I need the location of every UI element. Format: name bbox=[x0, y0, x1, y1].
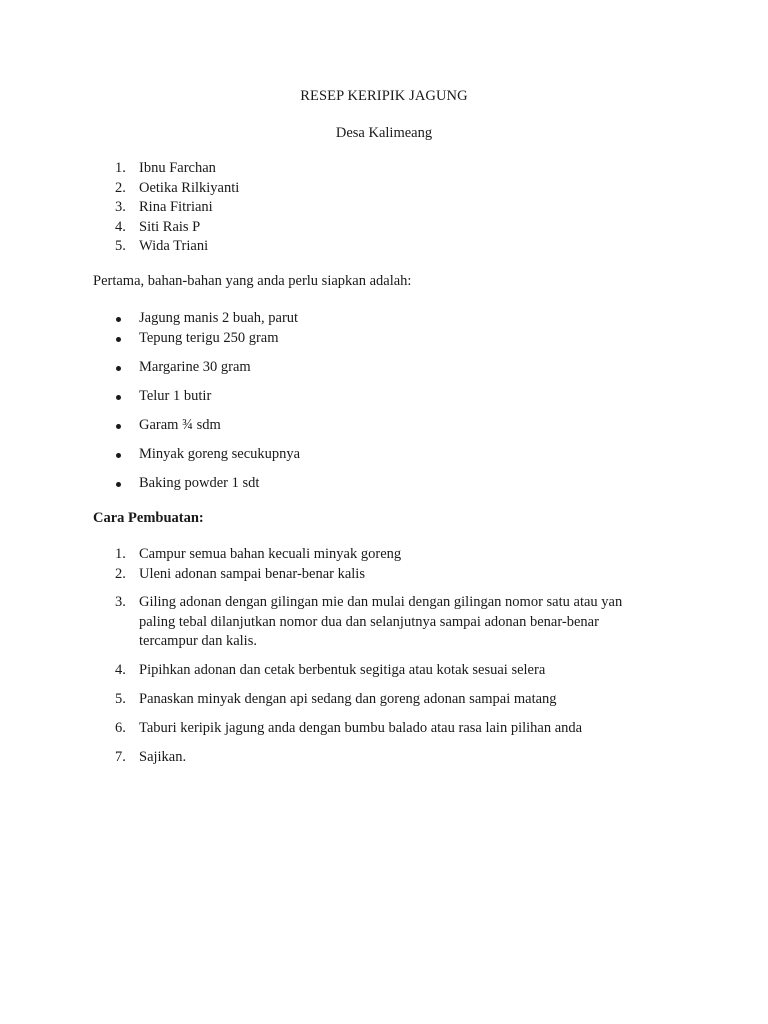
step-item bbox=[0, 545, 768, 565]
ingredient-item bbox=[0, 309, 768, 329]
author-number: 2. bbox=[115, 179, 126, 196]
ingredient-item bbox=[0, 387, 768, 407]
ingredient-item bbox=[0, 445, 768, 465]
step-item bbox=[0, 661, 768, 681]
step-number: 3. bbox=[115, 594, 126, 610]
ingredient-text: Margarine 30 gram bbox=[139, 358, 251, 375]
author-number: 1. bbox=[115, 160, 126, 176]
author-name: Rina Fitriani bbox=[139, 199, 213, 215]
step-number: 1. bbox=[115, 546, 126, 562]
step-number: 6. bbox=[115, 720, 126, 736]
method-heading: Cara Pembuatan: bbox=[93, 510, 204, 526]
step-text-line: paling tebal dilanjutkan nomor dua dan selanjutnya sampai adonan benar-benar bbox=[139, 613, 599, 630]
bullet-icon bbox=[116, 317, 121, 322]
ingredient-item bbox=[0, 474, 768, 494]
step-item bbox=[0, 593, 768, 652]
step-item bbox=[0, 719, 768, 739]
bullet-icon bbox=[116, 337, 121, 342]
ingredient-list bbox=[0, 309, 768, 493]
document-title: RESEP KERIPIK JAGUNG bbox=[300, 88, 468, 104]
bullet-icon bbox=[116, 482, 121, 487]
document-subtitle: Desa Kalimeang bbox=[335, 125, 433, 141]
step-number: 5. bbox=[115, 691, 126, 707]
ingredient-text: Jagung manis 2 buah, parut bbox=[139, 310, 299, 326]
step-text: Uleni adonan sampai benar-benar kalis bbox=[139, 565, 365, 582]
step-text: Panaskan minyak dengan api sedang dan goreng adonan sampai matang bbox=[139, 691, 557, 707]
ingredient-text: Tepung terigu 250 gram bbox=[139, 329, 279, 346]
ingredient-text: Baking powder 1 sdt bbox=[139, 474, 260, 491]
step-item bbox=[0, 748, 768, 768]
step-list bbox=[0, 545, 768, 768]
bullet-icon bbox=[116, 453, 121, 458]
ingredient-text: Garam ¾ sdm bbox=[139, 416, 221, 433]
bullet-icon bbox=[116, 395, 121, 400]
step-text: Sajikan. bbox=[139, 749, 187, 765]
ingredient-text: Minyak goreng secukupnya bbox=[139, 445, 301, 462]
author-name: Oetika Rilkiyanti bbox=[139, 179, 240, 196]
step-item bbox=[0, 565, 768, 585]
author-number: 3. bbox=[115, 199, 126, 215]
step-text bbox=[139, 593, 659, 652]
author-name: Ibnu Farchan bbox=[139, 160, 216, 176]
step-text: Taburi keripik jagung anda dengan bumbu balado atau rasa lain pilihan anda bbox=[139, 720, 583, 736]
step-text: Pipihkan adonan dan cetak berbentuk segitiga atau kotak sesuai selera bbox=[139, 662, 546, 678]
author-name: Wida Triani bbox=[139, 238, 209, 254]
ingredient-item bbox=[0, 329, 768, 349]
step-text: Campur semua bahan kecuali minyak goreng bbox=[139, 546, 402, 562]
step-number: 4. bbox=[115, 662, 126, 678]
step-item bbox=[0, 690, 768, 710]
intro-paragraph: Pertama, bahan-bahan yang anda perlu siapkan adalah: bbox=[93, 273, 412, 289]
ingredient-item bbox=[0, 358, 768, 378]
ingredient-text: Telur 1 butir bbox=[139, 387, 212, 404]
step-text-line: tercampur dan kalis. bbox=[139, 633, 257, 649]
bullet-icon bbox=[116, 424, 121, 429]
step-number: 2. bbox=[115, 565, 126, 582]
ingredient-item bbox=[0, 416, 768, 436]
step-number: 7. bbox=[115, 749, 126, 765]
step-text-line: Giling adonan dengan gilingan mie dan mulai dengan gilingan nomor satu atau yan bbox=[139, 594, 623, 610]
author-name: Siti Rais P bbox=[139, 218, 201, 235]
author-number: 5. bbox=[115, 238, 126, 254]
bullet-icon bbox=[116, 366, 121, 371]
author-number: 4. bbox=[115, 218, 126, 235]
